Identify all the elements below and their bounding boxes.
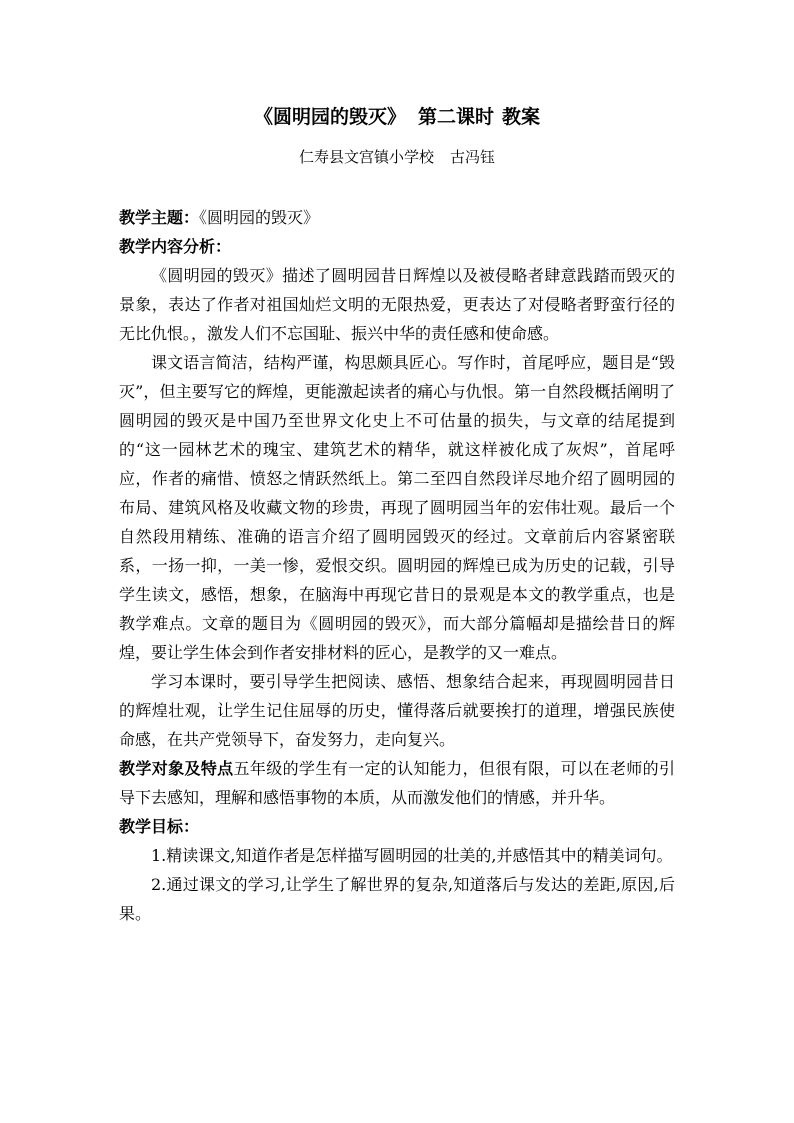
goals-heading: [119, 812, 675, 841]
content-analysis-heading: [119, 232, 675, 261]
goal-item: 2.通过课文的学习,让学生了解世界的复杂,知道落后与发达的差距,原因,后果。: [119, 875, 675, 923]
author-name: 古冯钰: [450, 148, 496, 166]
goal-item: 1.精读课文,知道作者是怎样描写圆明园的壮美的,并感悟其中的精美词句。: [151, 846, 673, 865]
learners-label: 教学对象及特点: [119, 759, 234, 778]
document-title: [0, 103, 794, 131]
title-lesson: 第二课时: [417, 106, 494, 128]
author-school: 仁寿县文宫镇小学校: [298, 148, 434, 166]
title-plan: 教案: [502, 106, 541, 128]
learners-section: [119, 754, 675, 812]
theme-heading: [119, 203, 675, 232]
analysis-paragraph: 《圆明园的毁灭》描述了圆明园昔日辉煌以及被侵略者肆意践踏而毁灭的景象，表达了作者对祖国灿烂文明的无限热爱，更表达了对侵略者野蛮行径的无比仇恨。，激发人们不忘国耻、振兴中华的责任感和使命感。: [119, 266, 675, 343]
theme-label: 教学主题：: [119, 208, 200, 227]
document-body: [119, 203, 675, 928]
content-analysis-label: 教学内容分析：: [119, 237, 232, 256]
learners-text: 五年级的学生有一定的认知能力，但很有限，可以在老师的引导下去感知，理解和感悟事物的本质，从而激发他们的情感，并升华。: [119, 759, 675, 807]
author-line: [0, 146, 794, 168]
theme-value: 《圆明园的毁灭》: [199, 208, 320, 227]
goals-label: 教学目标：: [119, 817, 200, 836]
analysis-paragraph: 课文语言简洁，结构严谨，构思颇具匠心。写作时，首尾呼应，题目是“毁灭”，但主要写它的辉煌，更能激起读者的痛心与仇恨。第一自然段概括阐明了圆明园的毁灭是中国乃至世界文化史上不可估量的损失，与文章的结尾提到的“这一园林艺术的瑰宝、建筑艺术的精华，就这样被化成了灰烬”，首尾呼应，作者的痛惜、愤怒之情跃然纸上。第二至四自然段详尽地介绍了圆明园的布局、建筑风格及收藏文物的珍贵，再现了圆明园当年的宏伟壮观。最后一个自然段用精练、准确的语言介绍了圆明园毁灭的经过。文章前后内容紧密联系，一扬一抑，一美一惨，爱恨交织。圆明园的辉煌已成为历史的记载，引导学生读文，感悟，想象，在脑海中再现它昔日的景观是本文的教学重点，也是教学难点。文章的题目为《圆明园的毁灭》，而大部分篇幅却是描绘昔日的辉煌，要让学生体会到作者安排材料的匠心，是教学的又一难点。: [119, 353, 675, 662]
analysis-paragraph: 学习本课时，要引导学生把阅读、感悟、想象结合起来，再现圆明园昔日的辉煌壮观，让学生记住屈辱的历史，懂得落后就要挨打的道理，增强民族使命感，在共产党领导下，奋发努力，走向复兴。: [119, 672, 675, 749]
title-book: 《圆明园的毁灭》: [253, 106, 406, 128]
